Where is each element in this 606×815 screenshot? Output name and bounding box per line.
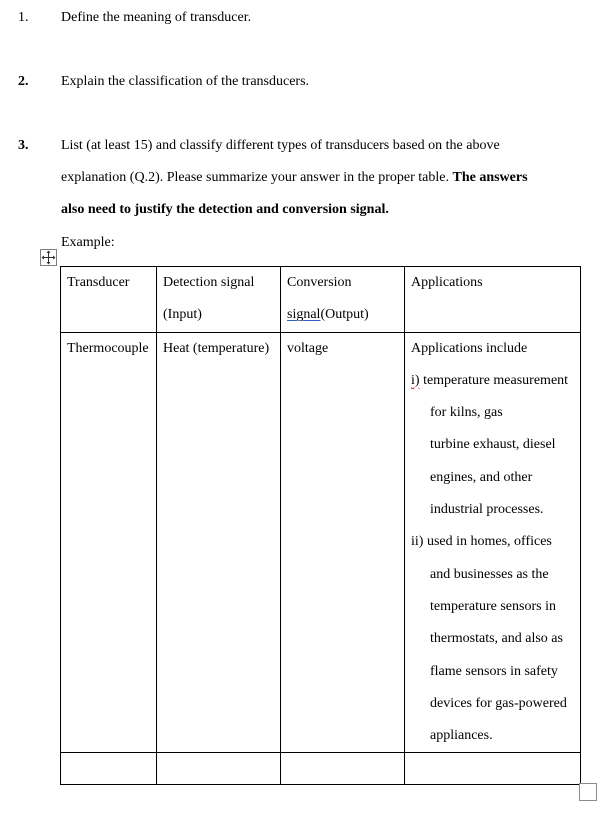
empty-cell-3[interactable] xyxy=(281,753,405,785)
app-line-3: turbine exhaust, diesel xyxy=(430,437,556,453)
table-row-empty xyxy=(61,753,581,785)
table-move-handle-icon[interactable] xyxy=(40,249,57,266)
empty-cell-4[interactable] xyxy=(405,753,581,785)
header-conversion-rest: (Output) xyxy=(320,307,369,323)
header-applications-label: Applications xyxy=(411,275,483,290)
question-1-text: Define the meaning of transducer. xyxy=(61,10,252,25)
app-line-1 xyxy=(411,365,580,397)
header-conversion-line-2 xyxy=(287,299,404,331)
app-line-8: temperature sensors in xyxy=(430,598,556,614)
question-3-line-2 xyxy=(61,169,528,187)
question-2-number: 2. xyxy=(18,74,29,89)
question-2-text: Explain the classification of the transducers. xyxy=(61,74,310,89)
cell-conversion[interactable] xyxy=(281,332,405,753)
app-line-9: thermostats, and also as xyxy=(430,631,563,647)
app-line-1-text: temperature measurement xyxy=(423,372,569,388)
question-3-line-2-bold: The answers xyxy=(452,170,528,185)
app-line-5: industrial processes. xyxy=(430,502,544,518)
table-row xyxy=(61,332,581,753)
question-3-line-2-normal: explanation (Q.2). Please summarize your answer in the proper table. xyxy=(61,170,453,185)
header-detection-line-2: (Input) xyxy=(163,307,202,323)
empty-cell-1[interactable] xyxy=(61,753,157,785)
header-detection-signal[interactable] xyxy=(157,267,281,333)
app-line-4: engines, and other xyxy=(430,469,533,485)
question-1-number: 1. xyxy=(18,10,29,25)
app-item-marker: i) xyxy=(411,372,420,388)
header-conversion-signal[interactable] xyxy=(281,267,405,333)
app-line-0: Applications include xyxy=(411,340,528,356)
header-conversion-word: signal xyxy=(287,307,321,323)
table-header-row xyxy=(61,267,581,333)
header-transducer-label: Transducer xyxy=(67,275,130,290)
header-conversion-line-1: Conversion xyxy=(287,275,352,290)
app-line-2: for kilns, gas xyxy=(430,405,503,421)
cell-transducer-text: Thermocouple xyxy=(67,340,149,356)
cell-transducer[interactable] xyxy=(61,332,157,753)
question-3-number: 3. xyxy=(18,138,29,153)
table-resize-handle[interactable] xyxy=(579,783,597,801)
header-applications[interactable] xyxy=(405,267,581,333)
app-line-12: appliances. xyxy=(430,728,493,744)
empty-cell-2[interactable] xyxy=(157,753,281,785)
question-3-line-1: List (at least 15) and classify different types of transducers based on the above xyxy=(61,138,500,153)
app-line-10: flame sensors in safety xyxy=(430,663,558,679)
cell-conversion-text: voltage xyxy=(287,340,329,356)
app-line-11: devices for gas-powered xyxy=(430,695,567,711)
transducer-table xyxy=(60,266,581,785)
app-line-6: ii) used in homes, offices xyxy=(411,534,552,550)
question-3-line-3: also need to justify the detection and conversion signal. xyxy=(61,202,389,217)
example-label: Example: xyxy=(61,235,115,250)
cell-detection[interactable] xyxy=(157,332,281,753)
cell-detection-text: Heat (temperature) xyxy=(163,340,270,356)
header-detection-line-1: Detection signal xyxy=(163,275,255,290)
header-transducer[interactable] xyxy=(61,267,157,333)
cell-applications[interactable] xyxy=(405,332,581,753)
app-line-7: and businesses as the xyxy=(430,566,549,582)
